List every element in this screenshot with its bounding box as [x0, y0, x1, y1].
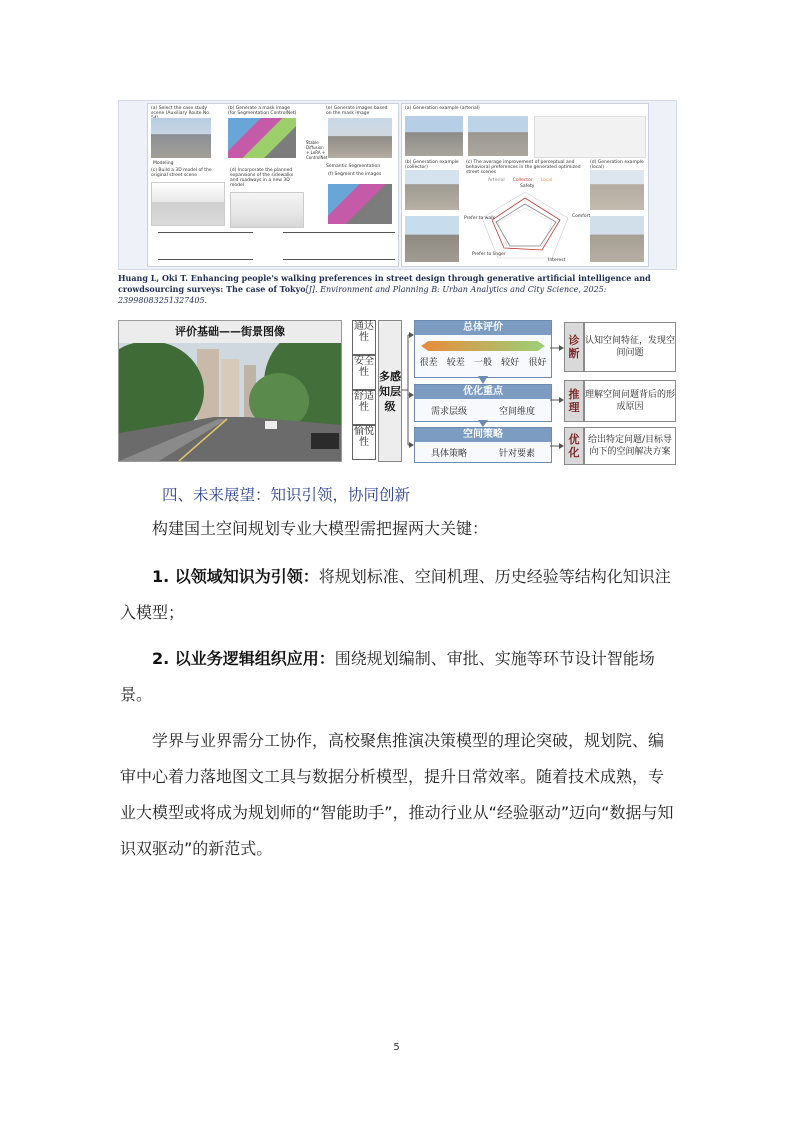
legend-arterial: Arterial — [488, 178, 505, 183]
collector-improved-photo — [405, 216, 459, 262]
3d-model-thumb — [151, 182, 225, 226]
down-arrow-icon — [478, 376, 488, 384]
intro-paragraph: 构建国土空间规划专业大模型需把握两大关键： — [152, 519, 489, 538]
street-photo-thumb — [151, 118, 211, 158]
workflow-panel — [147, 103, 399, 267]
generation-examples-panel — [401, 103, 649, 267]
side-arrows — [550, 320, 564, 460]
key-point-1-text: 将规划标准、空间机理、历史经验等结构化知识注入模型； — [120, 567, 671, 622]
key-point-1 — [120, 559, 676, 631]
radar-axis-linger: Prefer to linger — [472, 252, 506, 257]
prompt-text-box — [534, 116, 646, 158]
optimization-focus-box — [414, 384, 552, 422]
panel-label: (e) Generate images based on the mask image — [326, 106, 388, 116]
street-image-title: 评价基础——街景图像 — [119, 321, 341, 343]
tag-optimization: 优化 — [564, 427, 584, 465]
mask-image-thumb — [228, 118, 296, 158]
panel-label: (b) Generate a mask image (for Segmentation ControlNet) — [228, 106, 297, 116]
cross-section-original — [158, 232, 253, 260]
focus-demand-level: 需求层级 — [430, 407, 467, 417]
dimension-safety: 安全性 — [352, 355, 376, 390]
scale-poor: 较差 — [446, 358, 465, 368]
down-arrow-icon — [478, 420, 488, 427]
planned-3d-model-thumb — [230, 192, 304, 228]
panel-label: (d) Incorporate the planned expansions of the sidewalks and roadways in a new 3D model — [230, 168, 294, 188]
desc-reasoning: 理解空间问题背后的形成原因 — [584, 380, 676, 422]
collector-original-photo — [405, 170, 459, 210]
strategy-target-elements: 针对要素 — [498, 449, 535, 459]
desc-optimization: 给出特定问题/目标导向下的空间解决方案 — [584, 427, 676, 465]
spatial-strategy-items — [415, 446, 551, 459]
panel-label: (f) Segment the images — [328, 172, 382, 177]
legend-collector: Collector — [512, 178, 533, 183]
citation-authors-title: Huang L, Oki T. Enhancing people's walking preferences in street design through generative artificial intelligence and crowdsourcing surveys: The case of Tokyo — [118, 273, 651, 294]
collaboration-paragraph: 学界与业界需分工协作，高校聚焦推演决策模型的理论突破，规划院、编审中心着力落地图文工具与数据分析模型，提升日常效率。随着技术成熟，专业大模型或将成为规划师的“智能助手”，推动行业从“经验驱动”迈向“数据与知识双驱动”的新范式。 — [120, 731, 674, 858]
panel-label: (a) Select the case study scene (Auxiliary Route No. — [151, 106, 211, 116]
tag-reasoning: 推理 — [564, 380, 584, 422]
scale-average: 一般 — [473, 358, 492, 368]
radar-axis-safety: Safety — [520, 184, 535, 189]
radar-axis-interest: Interest — [548, 258, 566, 263]
arterial-improved-photo — [468, 116, 528, 156]
cross-section-planned — [283, 232, 395, 260]
panel-label: (c) Build a 3D model of the original street scene — [151, 168, 212, 178]
flow-label: Semantic Segmentation — [326, 164, 381, 169]
scale-very-poor: 很差 — [419, 358, 438, 368]
dimension-comfort: 舒适性 — [352, 390, 376, 425]
rating-scale — [415, 355, 551, 368]
scale-very-good: 很好 — [528, 358, 547, 368]
optimization-focus-title: 优化重点 — [415, 385, 551, 399]
multi-perception-level: 多感知层级 — [378, 320, 402, 462]
tag-diagnosis: 诊断 — [564, 322, 584, 372]
focus-spatial-dimension: 空间维度 — [498, 407, 535, 417]
figure-citation — [118, 273, 675, 305]
rating-scale-bar — [421, 341, 545, 351]
spatial-strategy-title: 空间策略 — [415, 428, 551, 442]
flow-label: Modeling — [153, 161, 174, 166]
radar-axis-comfort: Comfort — [572, 214, 591, 219]
perception-dimensions — [352, 320, 374, 460]
street-view-image — [118, 320, 342, 462]
panel-label: (a) Generation example (arterial) — [405, 106, 480, 111]
strategy-specific: 具体策略 — [430, 449, 467, 459]
desc-diagnosis: 认知空间特征，发现空间问题 — [584, 322, 676, 372]
key-point-2 — [120, 641, 676, 713]
overall-evaluation-box — [414, 320, 552, 378]
generated-image-thumb — [328, 118, 392, 158]
key-point-2-text: 围绕规划编制、审批、实施等环节设计智能场景。 — [120, 649, 655, 704]
key-point-2-title: 2. 以业务逻辑组织应用： — [152, 649, 335, 668]
arterial-original-photo — [405, 116, 463, 156]
scale-good: 较好 — [501, 358, 520, 368]
legend — [488, 178, 552, 183]
research-figure — [118, 100, 677, 270]
panel-label: (c) The average improvement of perceptual and behavioral preferences in the generated optimized street scenes — [466, 160, 581, 175]
flow-label: Stable Diffusion + LoRA + ControlNet — [306, 140, 328, 160]
segmented-image-thumb — [328, 184, 392, 224]
panel-label: (d) Generation example (local) — [590, 160, 644, 170]
dimension-pleasure: 愉悦性 — [352, 425, 376, 460]
local-original-photo — [590, 170, 644, 210]
section-heading: 四、未来展望：知识引领，协同创新 — [162, 486, 411, 504]
key-point-1-title: 1. 以领域知识为引领： — [152, 567, 319, 586]
overall-evaluation-title: 总体评价 — [415, 321, 551, 335]
legend-local: Local — [540, 178, 553, 183]
panel-label: (b) Generation example (collector) — [405, 160, 459, 170]
page-number: 5 — [393, 1042, 400, 1053]
citation-journal: [J]. Environment and Planning B: Urban Analytics and City Science, 2025: 23998083251327405. — [118, 285, 607, 305]
spatial-strategy-box — [414, 427, 552, 463]
optimization-focus-items — [415, 404, 551, 417]
radar-axis-walk: Prefer to walk — [464, 216, 496, 221]
dimension-accessibility: 通达性 — [352, 320, 376, 355]
local-improved-photo — [590, 216, 644, 262]
